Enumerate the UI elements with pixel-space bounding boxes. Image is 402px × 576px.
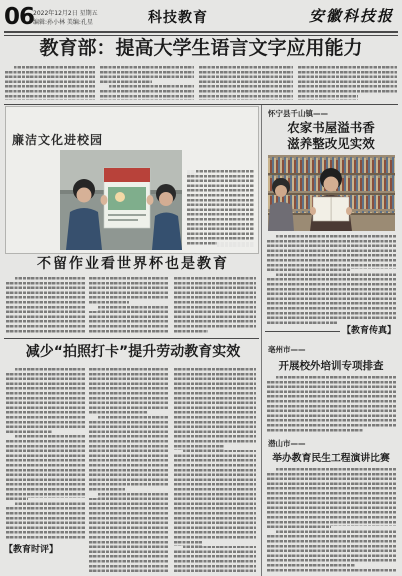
brief-kicker: 潜山市——: [268, 439, 306, 448]
section-divider: [4, 338, 259, 339]
paragraph-break: [351, 269, 396, 274]
hand: [101, 195, 108, 205]
sidebar-column-label: 【教育传真】: [342, 326, 397, 336]
open-book: [310, 197, 352, 221]
page-number: 06: [4, 4, 35, 30]
paragraph-break: [125, 488, 169, 493]
issue-date: 2022年12月2日 星期五: [33, 10, 98, 17]
labor-body-column: [89, 368, 169, 572]
paragraph-break: [363, 429, 396, 434]
paragraph-break: [208, 330, 256, 335]
paragraph-indent: [89, 493, 98, 498]
section-divider: [4, 104, 398, 105]
paragraph-indent: [6, 368, 15, 373]
labor-body-column: [6, 368, 85, 540]
brief-body: [267, 376, 396, 433]
paragraph-break: [224, 445, 256, 450]
world-cup-body-column: [174, 277, 256, 334]
lead-body-column: [100, 66, 194, 100]
paragraph-break: [331, 526, 396, 531]
labor-education-headline: 减少“拍照打卡”提升劳动教育实效: [25, 344, 241, 360]
world-cup-body-column: [6, 277, 85, 334]
newspaper-name: 安徽科技报: [308, 7, 394, 25]
brief-headline: 开展校外培训专项排查: [278, 360, 384, 372]
brief-body: [267, 468, 396, 572]
paragraph-indent: [267, 273, 276, 278]
lead-headline: 教育部：提高大学生语言文字应用能力: [39, 37, 363, 59]
masthead-thin-rule: [4, 35, 398, 36]
photo-feature-title: 廉洁文化进校园: [12, 133, 104, 147]
paragraph-indent: [89, 416, 98, 421]
section-title: 科技教育: [148, 10, 208, 26]
editor-credits: 编辑:孙小林 美编:孔星: [33, 19, 93, 26]
paragraph-break: [355, 564, 396, 569]
paragraph-break: [152, 80, 194, 85]
paragraph-indent: [174, 450, 183, 455]
paragraph-break: [217, 242, 254, 247]
paragraph-indent: [267, 376, 276, 381]
sidebar-divider: [265, 331, 340, 332]
photo-students-holding-booklet: [60, 150, 182, 250]
paragraph-indent: [5, 66, 14, 71]
paragraph-indent: [100, 85, 109, 90]
booklet: [104, 168, 150, 228]
labor-body-column: [174, 368, 256, 572]
photo-caption-text: [187, 170, 254, 247]
photo-village-library-reader: [268, 155, 395, 231]
brief-kicker: 亳州市——: [268, 345, 306, 354]
paragraph-indent: [187, 170, 196, 175]
lead-body-column: [5, 66, 95, 100]
sidebar-feature-headline-line1: 农家书屋溢书香: [287, 120, 375, 135]
paragraph-indent: [267, 235, 276, 240]
paragraph-indent: [6, 277, 15, 282]
world-cup-body-column: [89, 277, 169, 334]
paragraph-break: [202, 541, 256, 546]
world-cup-headline: 不留作业看世界杯也是教育: [37, 256, 229, 272]
paragraph-indent: [267, 468, 276, 473]
lead-body-column: [298, 66, 397, 100]
brief-headline: 举办教育民生工程演讲比赛: [272, 453, 390, 464]
paragraph-break: [147, 411, 169, 416]
sidebar-feature-body: [267, 235, 396, 326]
lead-body-column: [199, 66, 293, 100]
masthead-rule: [4, 31, 398, 33]
paragraph-indent: [6, 435, 15, 440]
paragraph-break: [28, 498, 85, 503]
hand: [147, 195, 154, 205]
paragraph-indent: [89, 306, 98, 311]
paragraph-indent: [174, 546, 183, 551]
paragraph-break: [129, 301, 169, 306]
sidebar-feature-kicker: 怀宁县千山镇——: [268, 109, 328, 118]
paragraph-indent: [6, 502, 15, 507]
sidebar-feature-headline-line2: 滋养整改见实效: [287, 136, 375, 151]
column-divider: [261, 105, 262, 576]
paragraph-break: [52, 430, 85, 435]
paragraph-indent: [267, 530, 276, 535]
paragraph-break: [358, 95, 397, 100]
commentary-column-label: 【教育时评】: [4, 545, 59, 555]
